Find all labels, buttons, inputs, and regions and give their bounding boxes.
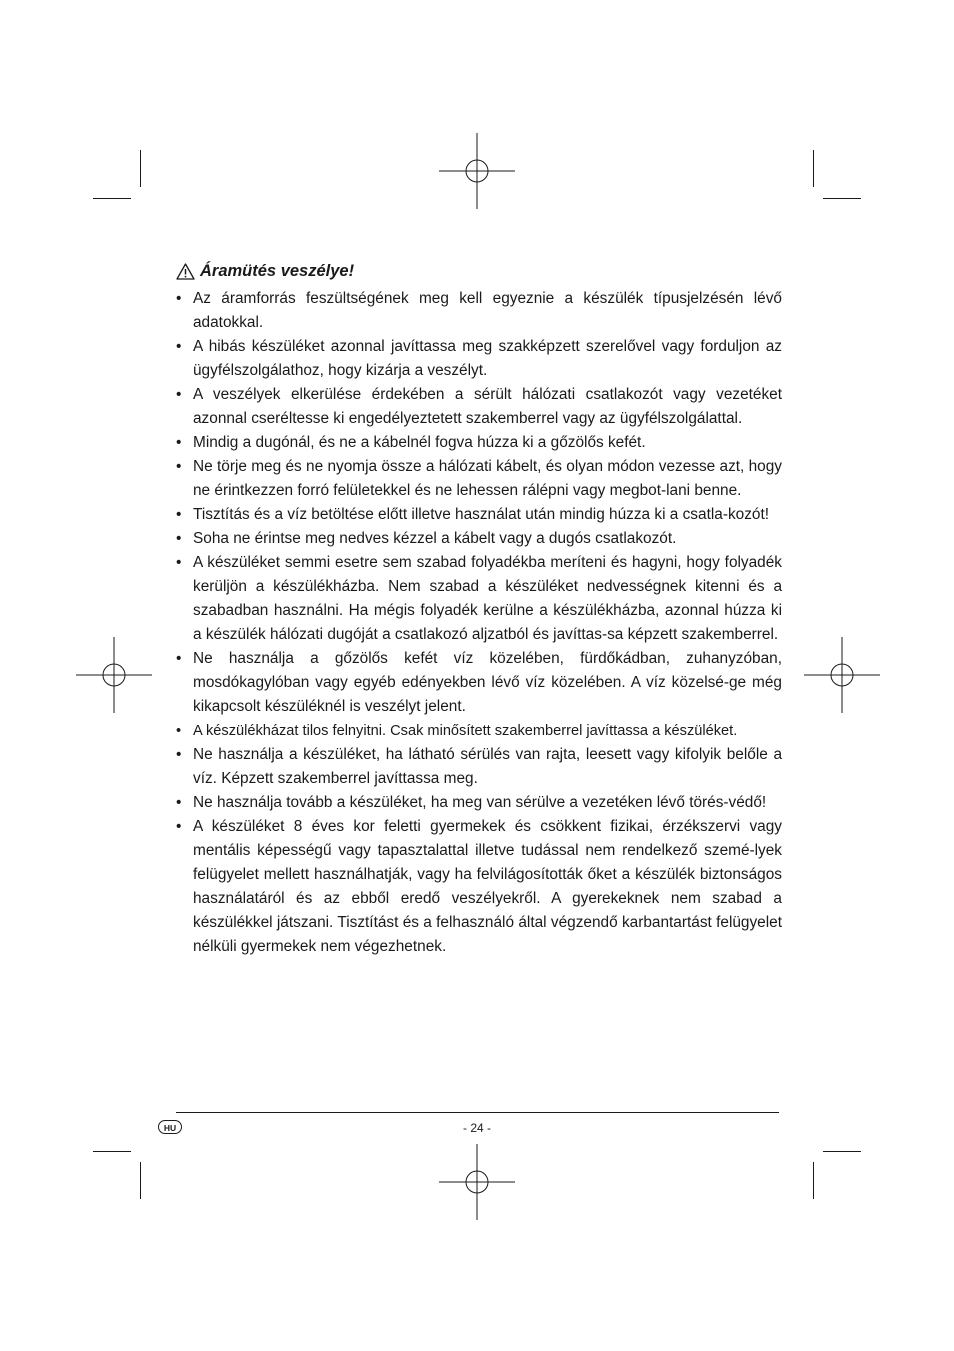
list-item: • Ne használja tovább a készüléket, ha meg van sérülve a vezetéken lévő törés-védő! — [176, 791, 782, 815]
crop-mark — [813, 1162, 814, 1199]
crop-mark — [813, 150, 814, 187]
list-item: • A készüléket 8 éves kor feletti gyermekek és csökkent fizikai, érzékszervi vagy mentális képességű vagy tapasztalattal illetve tudással nem rendelkező szemé-lyek felügyelet mellett használhatják, vagy ha felvilágosították őket a készülék biztonságos használatáról és az ebből eredő veszélyekről. A gyerekeknek nem szabad a készülékkel játszani. Tisztítást és a felhasználó által végzendő karbantartást felügyelet nélküli gyermekek nem végezhetnek. — [176, 815, 782, 959]
crop-mark — [93, 1151, 131, 1152]
warning-triangle-icon — [176, 263, 195, 280]
list-item: • A készülékházat tilos felnyitni. Csak minősített szakemberrel javíttassa a készüléket. — [176, 719, 782, 743]
list-item: • Tisztítás és a víz betöltése előtt illetve használat után mindig húzza ki a csatla-kozót! — [176, 503, 782, 527]
crop-mark — [823, 1151, 861, 1152]
list-item: • Soha ne érintse meg nedves kézzel a kábelt vagy a dugós csatlakozót. — [176, 527, 782, 551]
footer-divider — [176, 1112, 779, 1113]
section-heading — [176, 262, 782, 281]
page-number: - 24 - — [462, 1121, 491, 1135]
list-item: • A veszélyek elkerülése érdekében a sérült hálózati csatlakozót vagy vezetéket azonnal cseréltesse ki engedélyeztetett szakemberrel vagy az ügyfélszolgálattal. — [176, 383, 782, 431]
list-item: • Az áramforrás feszültségének meg kell egyeznie a készülék típusjelzésén lévő adatokkal. — [176, 287, 782, 335]
safety-section — [176, 262, 782, 959]
crop-mark — [93, 198, 131, 199]
list-item: • Ne törje meg és ne nyomja össze a hálózati kábelt, és olyan módon vezesse azt, hogy ne érintkezzen forró felületekkel és ne lehessen rálépni vagy megbot-lani benne. — [176, 455, 782, 503]
section-title: Áramütés veszélye! — [200, 262, 355, 280]
list-item: • Ne használja a készüléket, ha látható sérülés van rajta, leesett vagy kifolyik belőle a víz. Képzett szakemberrel javíttassa meg. — [176, 743, 782, 791]
list-item: • Ne használja a gőzölős kefét víz közelében, fürdőkádban, zuhanyzóban, mosdókagylóban vagy egyéb edényekben lévő víz közelében. A víz közelsé-ge még kikapcsolt készüléknél is veszélyt jelent. — [176, 647, 782, 719]
list-item: • Mindig a dugónál, és ne a kábelnél fogva húzza ki a gőzölős kefét. — [176, 431, 782, 455]
language-badge: HU — [158, 1120, 182, 1134]
safety-list — [176, 287, 782, 959]
registration-mark-icon — [76, 637, 152, 713]
crop-mark — [140, 1162, 141, 1199]
list-item: • A készüléket semmi esetre sem szabad folyadékba meríteni és hagyni, hogy folyadék kerüljön a készülékházba. Nem szabad a készüléket nedvességnek kitenni és a szabadban használni. Ha mégis folyadék kerülne a készülékházba, azonnal húzza ki a készülék hálózati dugóját a csatlakozó aljzatból és javíttas-sa képzett szakemberrel. — [176, 551, 782, 647]
list-item: • A hibás készüléket azonnal javíttassa meg szakképzett szerelővel vagy forduljon az ügyfélszolgálathoz, hogy kizárja a veszélyt. — [176, 335, 782, 383]
crop-mark — [140, 150, 141, 187]
registration-mark-icon — [439, 133, 515, 209]
registration-mark-icon — [439, 1144, 515, 1220]
crop-mark — [823, 198, 861, 199]
registration-mark-icon — [804, 637, 880, 713]
